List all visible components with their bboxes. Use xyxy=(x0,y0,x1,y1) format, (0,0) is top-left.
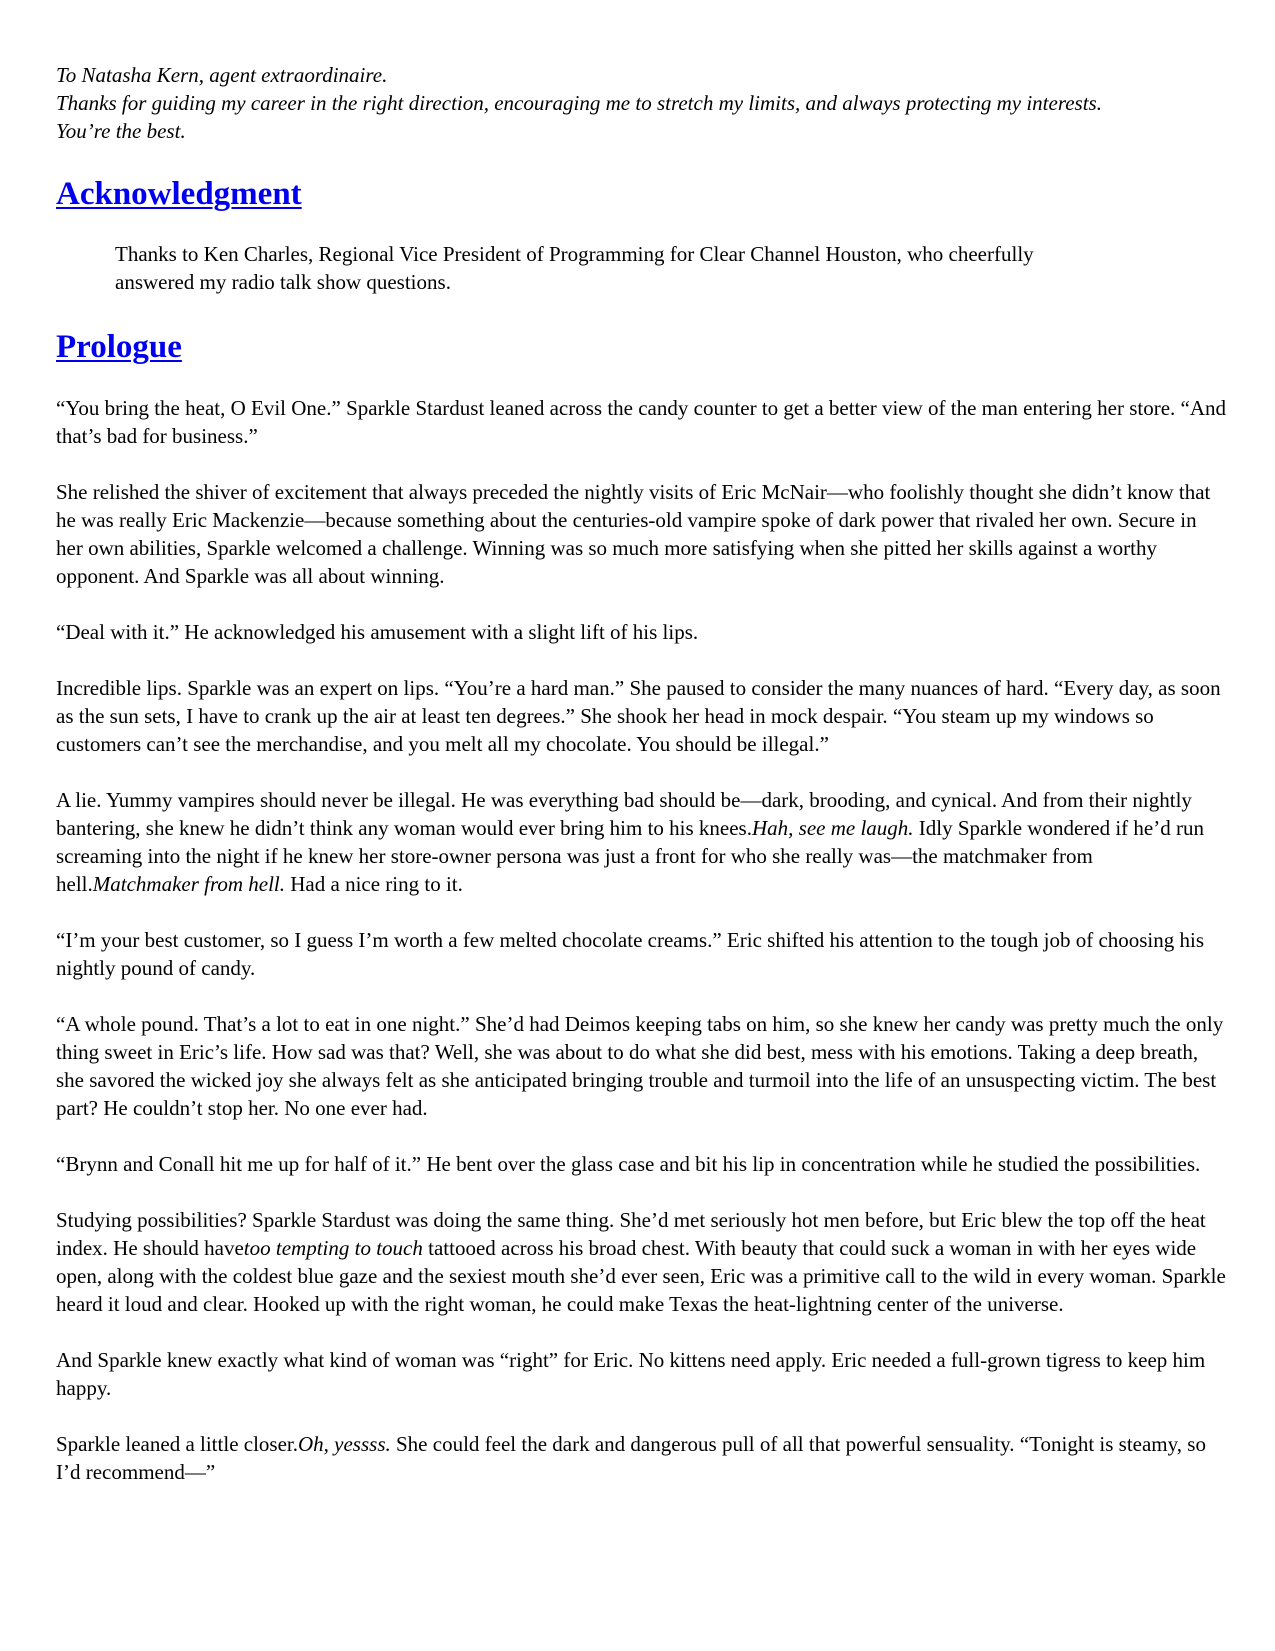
paragraph-11-text-a: Sparkle leaned a little closer. xyxy=(56,1432,298,1456)
dedication xyxy=(56,61,1226,145)
acknowledgment-link[interactable]: Acknowledgment xyxy=(56,176,302,212)
paragraph-5-italic-d: Matchmaker from hell. xyxy=(92,872,286,896)
paragraph-3: “Deal with it.” He acknowledged his amusement with a slight lift of his lips. xyxy=(56,620,699,644)
paragraph-4: Incredible lips. Sparkle was an expert on lips. “You’re a hard man.” She paused to consider the many nuances of hard. “Every day, as soon as the sun sets, I have to crank up the air at least ten degrees.” She shook her head in mock despair. “You steam up my windows so customers can’t see the merchandise, and you melt all my chocolate. You should be illegal.” xyxy=(56,676,1221,756)
paragraph-7: “A whole pound. That’s a lot to eat in one night.” She’d had Deimos keeping tabs on him, so she knew her candy was pretty much the only thing sweet in Eric’s life. How sad was that? Well, she was about to do what she did best, mess with his emotions. Taking a deep breath, she savored the wicked joy she always felt as she anticipated bringing trouble and turmoil into the life of an unsuspecting victim. The best part? He couldn’t stop her. No one ever had. xyxy=(56,1012,1224,1120)
paragraph-9-text-a: Studying possibilities? Sparkle Stardust was doing the same thing. She’d met seriously hot men before, but Eric blew the top off the heat index. He should have xyxy=(56,1208,1206,1260)
dedication-line-3: You’re the best. xyxy=(56,119,186,143)
paragraph-11-italic-b: Oh, yessss. xyxy=(298,1432,391,1456)
book-page xyxy=(56,61,1226,1514)
prologue-heading xyxy=(56,327,1226,367)
paragraph-5-text-c: Idly Sparkle wondered if he’d run screaming into the night if he knew her store-owner persona was just a front for who she really was—the matchmaker from hell. xyxy=(56,816,1204,896)
paragraph-9-italic-b: too tempting to touch xyxy=(243,1236,423,1260)
paragraph-2: She relished the shiver of excitement that always preceded the nightly visits of Eric McNair—who foolishly thought she didn’t know that he was really Eric Mackenzie—because something about the centuries-old vampire spoke of dark power that rivaled her own. Secure in her own abilities, Sparkle welcomed a challenge. Winning was so much more satisfying when she pitted her skills against a worthy opponent. And Sparkle was all about winning. xyxy=(56,480,1211,588)
paragraph-1: “You bring the heat, O Evil One.” Sparkle Stardust leaned across the candy counter to get a better view of the man entering her store. “And that’s bad for business.” xyxy=(56,396,1227,448)
prologue-text xyxy=(56,394,1226,1486)
paragraph-5-text-a: A lie. Yummy vampires should never be illegal. He was everything bad should be—dark, brooding, and cynical. And from their nightly bantering, she knew he didn’t think any woman would ever bring him to his knees. xyxy=(56,788,1192,840)
dedication-line-1: To Natasha Kern, agent extraordinaire. xyxy=(56,63,388,87)
paragraph-11 xyxy=(56,1430,1226,1486)
paragraph-8: “Brynn and Conall hit me up for half of it.” He bent over the glass case and bit his lip in concentration while he studied the possibilities. xyxy=(56,1152,1201,1176)
acknowledgment-heading xyxy=(56,174,1226,214)
paragraph-6: “I’m your best customer, so I guess I’m worth a few melted chocolate creams.” Eric shifted his attention to the tough job of choosing his nightly pound of candy. xyxy=(56,928,1205,980)
paragraph-5-text-e: Had a nice ring to it. xyxy=(285,872,463,896)
paragraph-9-text-c: tattooed across his broad chest. With beauty that could suck a woman in with her eyes wide open, along with the coldest blue gaze and the sexiest mouth she’d ever seen, Eric was a primitive call to the wild in every woman. Sparkle heard it loud and clear. Hooked up with the right woman, he could make Texas the heat-lightning center of the universe. xyxy=(56,1236,1226,1316)
paragraph-10: And Sparkle knew exactly what kind of woman was “right” for Eric. No kittens need apply. Eric needed a full-grown tigress to keep him happy. xyxy=(56,1348,1206,1400)
prologue-link[interactable]: Prologue xyxy=(56,329,182,365)
paragraph-5 xyxy=(56,786,1226,898)
paragraph-9 xyxy=(56,1206,1226,1318)
acknowledgment-text: Thanks to Ken Charles, Regional Vice President of Programming for Clear Channel Houston, who cheerfully answered my radio talk show questions. xyxy=(115,242,1034,294)
dedication-line-2: Thanks for guiding my career in the right direction, encouraging me to stretch my limits, and always protecting my interests. xyxy=(56,91,1102,115)
paragraph-5-italic-b: Hah, see me laugh. xyxy=(751,816,914,840)
paragraph-11-text-c: She could feel the dark and dangerous pull of all that powerful sensuality. “Tonight is steamy, so I’d recommend—” xyxy=(56,1432,1206,1484)
